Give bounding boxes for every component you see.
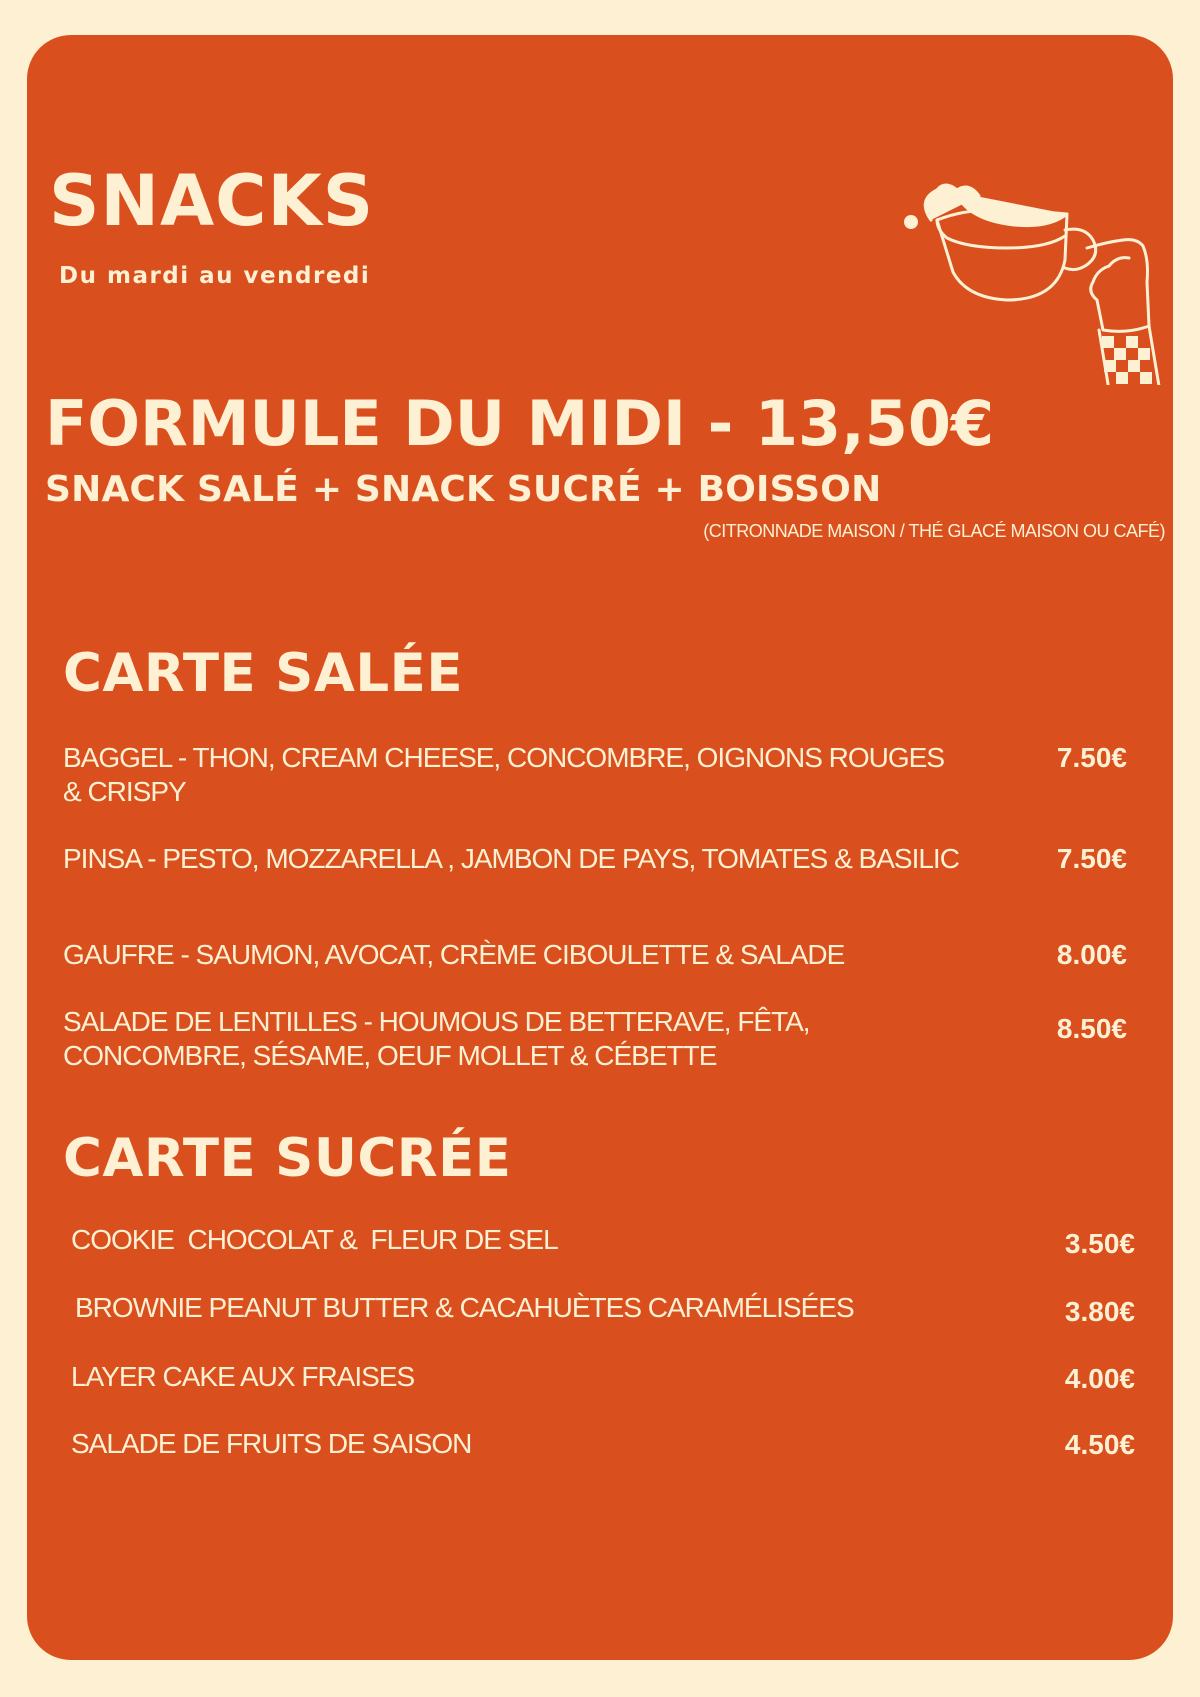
menu-item-price: 4.00€ xyxy=(1064,1363,1135,1394)
checkered-cuff xyxy=(1102,336,1152,384)
sweet-section-title: CARTE SUCRÉE xyxy=(63,1128,512,1189)
menu-item-price: 8.50€ xyxy=(1056,1013,1127,1044)
menu-item-name: GAUFRE - SAUMON, AVOCAT, CRÈME CIBOULETTE & SALADE xyxy=(63,939,845,970)
menu-item-price: 8.00€ xyxy=(1056,939,1127,970)
menu-item-name: SALADE DE LENTILLES - HOUMOUS DE BETTERAVE, FÊTA, CONCOMBRE, SÉSAME, OEUF MOLLET & CÉBETTE xyxy=(63,1006,810,1071)
menu-card xyxy=(27,35,1173,1660)
formula-note: (CITRONNADE MAISON / THÉ GLACÉ MAISON OU CAFÉ) xyxy=(703,521,1165,541)
menu-item-name: LAYER CAKE AUX FRAISES xyxy=(71,1361,415,1392)
menu-item-name: COOKIE CHOCOLAT & FLEUR DE SEL xyxy=(71,1224,558,1255)
page-title: SNACKS xyxy=(49,160,375,242)
formula-title: FORMULE DU MIDI - 13,50€ xyxy=(45,387,995,460)
menu-item-price: 4.50€ xyxy=(1064,1429,1135,1460)
menu-item-name: BROWNIE PEANUT BUTTER & CACAHUÈTES CARAMÉLISÉES xyxy=(75,1292,854,1323)
menu-item-price: 3.50€ xyxy=(1064,1228,1135,1259)
page-subtitle: Du mardi au vendredi xyxy=(59,263,371,289)
menu-item-name: SALADE DE FRUITS DE SAISON xyxy=(71,1428,472,1459)
formula-contents: SNACK SALÉ + SNACK SUCRÉ + BOISSON xyxy=(45,469,882,510)
menu-item-price: 3.80€ xyxy=(1064,1296,1135,1327)
menu-item-name: PINSA - PESTO, MOZZARELLA , JAMBON DE PAYS, TOMATES & BASILIC xyxy=(63,843,959,874)
menu-item-price: 7.50€ xyxy=(1056,742,1127,773)
coffee-cup-pour-icon xyxy=(897,160,1187,385)
savory-section-title: CARTE SALÉE xyxy=(63,643,464,704)
menu-item-price: 7.50€ xyxy=(1056,843,1127,874)
menu-item-name: BAGGEL - THON, CREAM CHEESE, CONCOMBRE, OIGNONS ROUGES & CRISPY xyxy=(63,742,945,807)
